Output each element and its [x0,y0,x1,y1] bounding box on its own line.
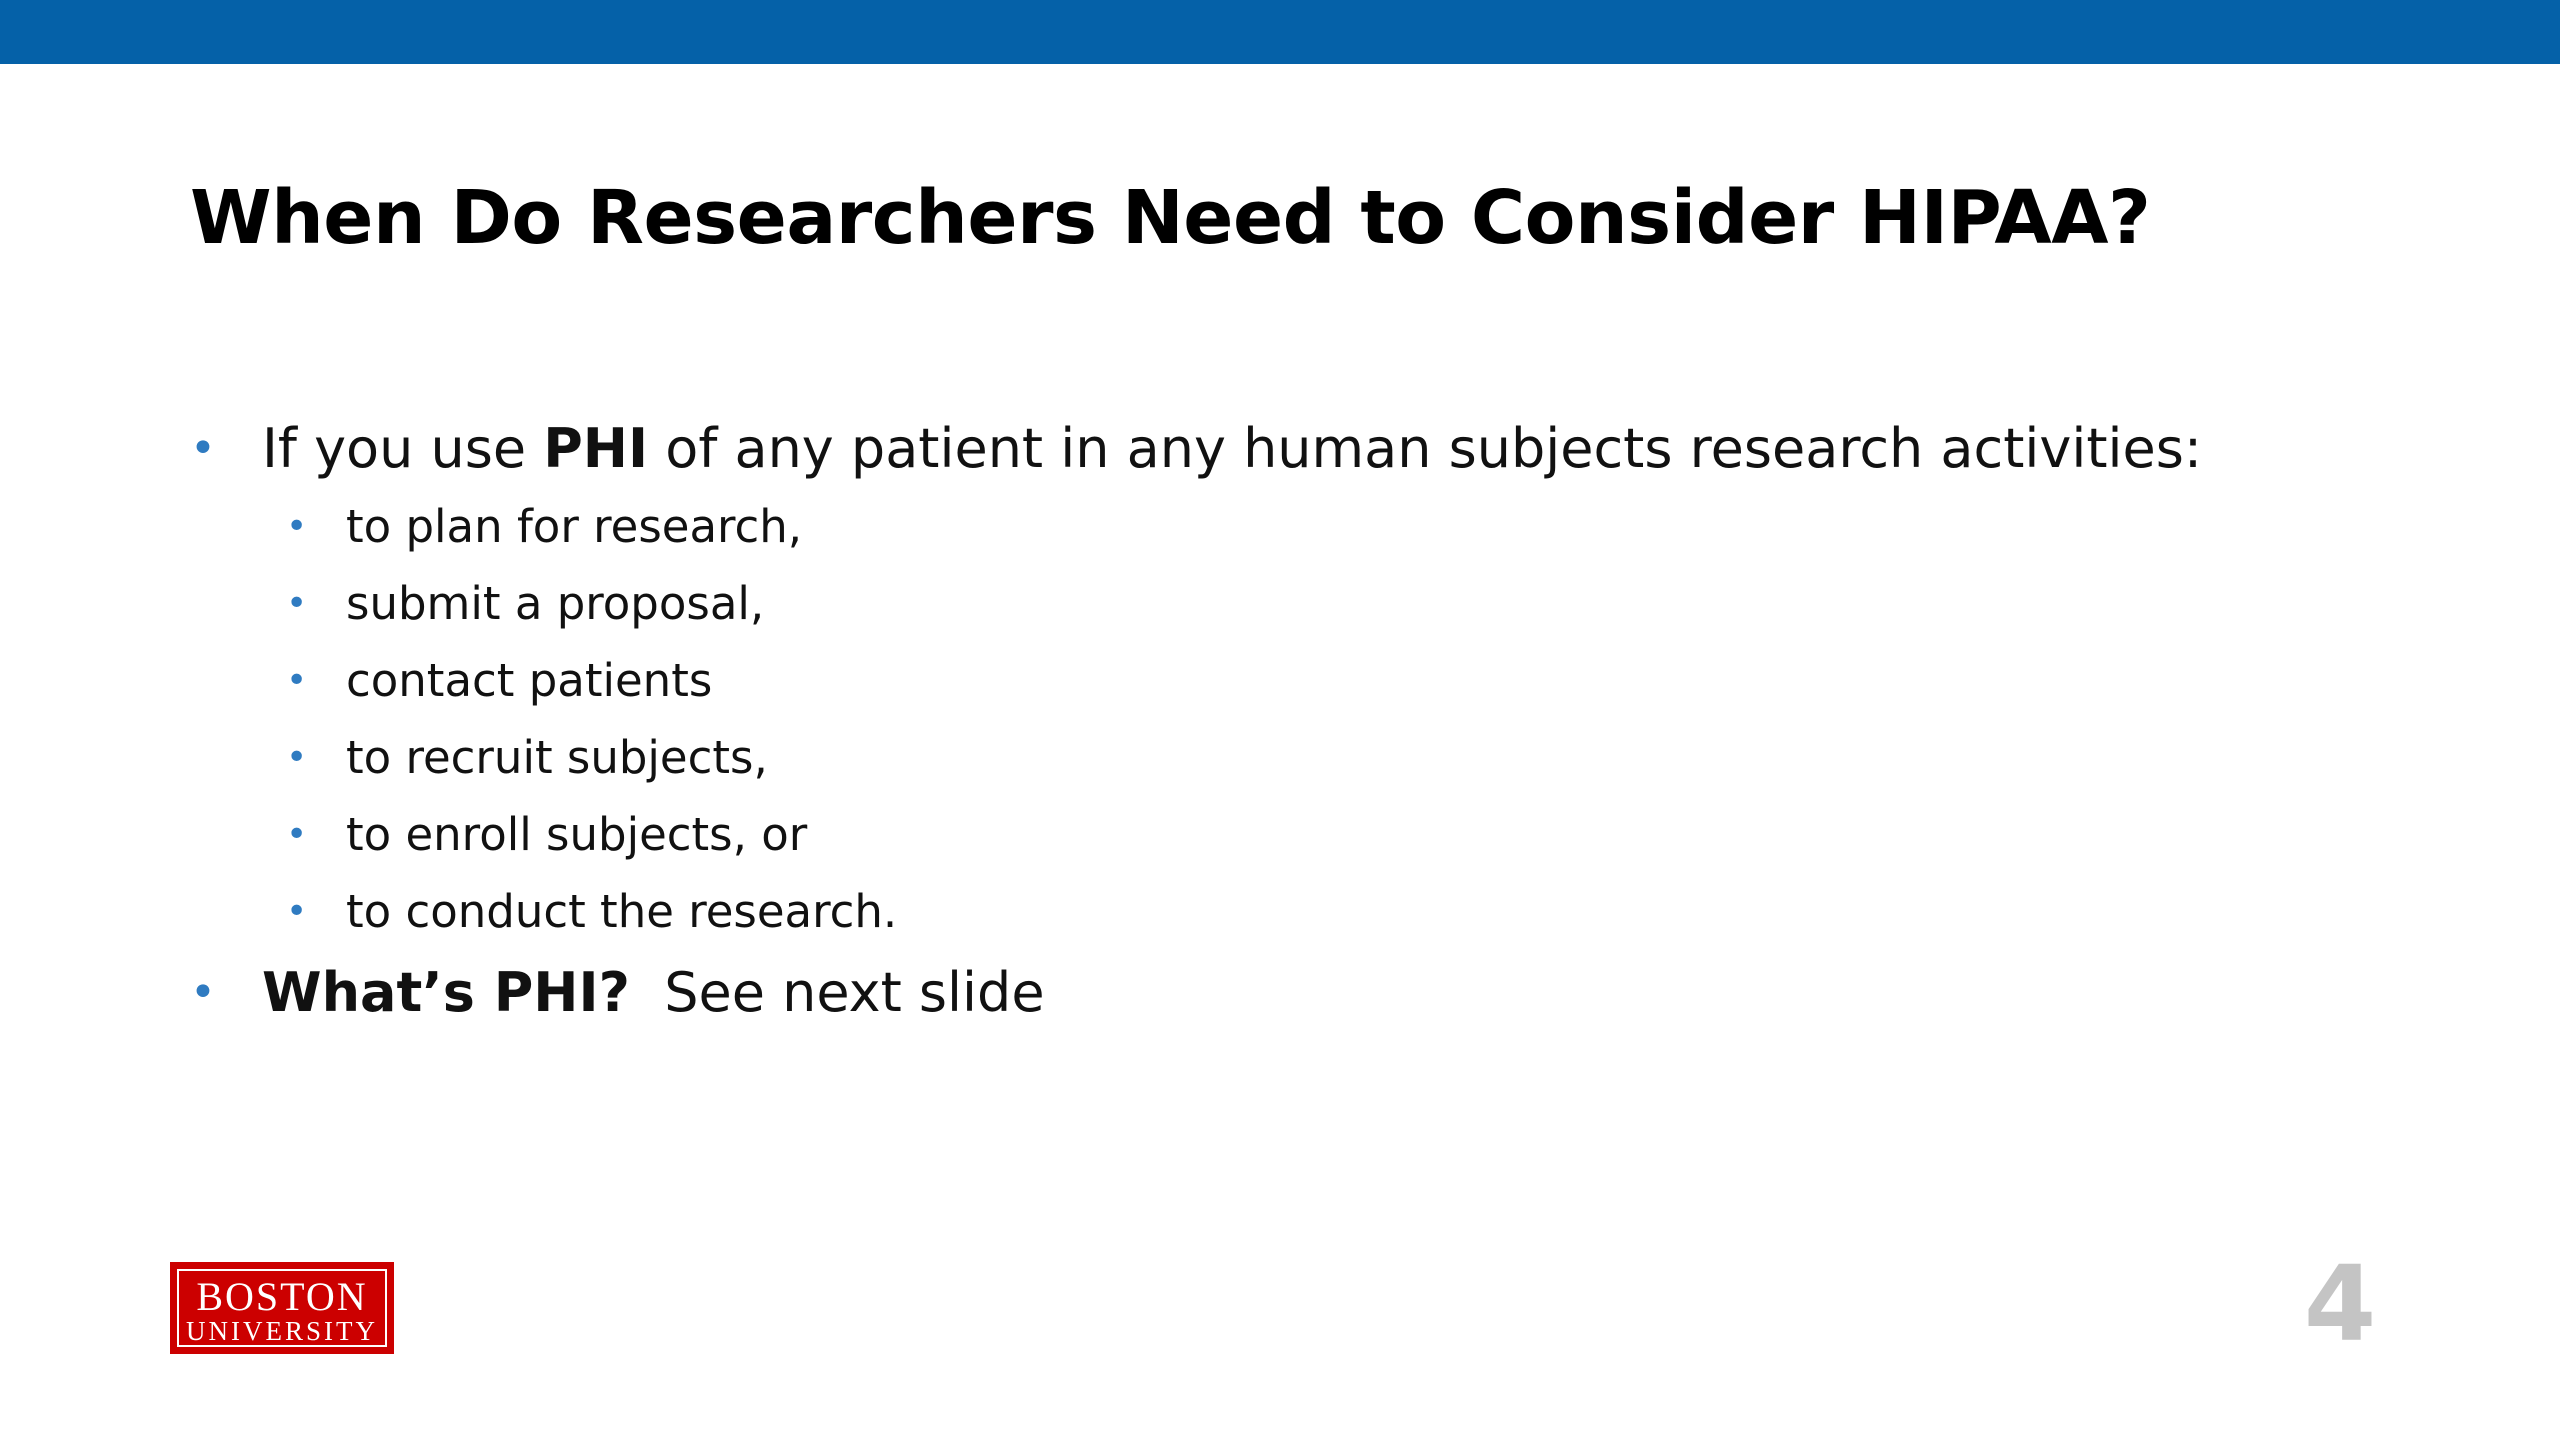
bullet-icon: • [286,506,308,547]
sub-bullet-text: contact patients [346,654,713,707]
bullet-text: If you use [262,417,544,480]
sub-bullet-text: to recruit subjects, [346,731,768,784]
bullet-text: of any patient in any human subjects research activities: [648,417,2203,480]
boston-university-logo [170,1262,394,1354]
sub-bullet-item [190,873,2202,950]
bullet-icon: • [190,967,216,1018]
sub-bullet-item [190,565,2202,642]
sub-bullet-text: to plan for research, [346,500,803,553]
top-accent-bar [0,0,2560,64]
bullet-icon: • [286,814,308,855]
bullet-icon: • [286,891,308,932]
slide-title: When Do Researchers Need to Consider HIPAA? [190,175,2151,261]
bullet-icon: • [286,660,308,701]
slide-number: 4 [2303,1243,2377,1365]
sub-bullet-text: to enroll subjects, or [346,808,808,861]
logo-line-1: BOSTON [196,1274,368,1319]
sub-bullet-item [190,796,2202,873]
sub-bullet-item [190,488,2202,565]
sub-bullet-item [190,719,2202,796]
logo-frame [177,1269,387,1347]
bullet-bold-text: What’s PHI? [262,961,630,1024]
bullet-bold-text: PHI [543,417,649,480]
sub-bullet-text: to conduct the research. [346,885,898,938]
bullet-icon: • [286,737,308,778]
bullet-text: See next slide [629,961,1045,1024]
sub-bullet-item [190,642,2202,719]
bullet-list [190,410,2202,1032]
sub-bullet-text: submit a proposal, [346,577,765,630]
bullet-item [190,954,2202,1032]
logo-line-2: UNIVERSITY [186,1316,378,1346]
bullet-icon: • [190,423,216,474]
bullet-icon: • [286,583,308,624]
bullet-item [190,410,2202,488]
